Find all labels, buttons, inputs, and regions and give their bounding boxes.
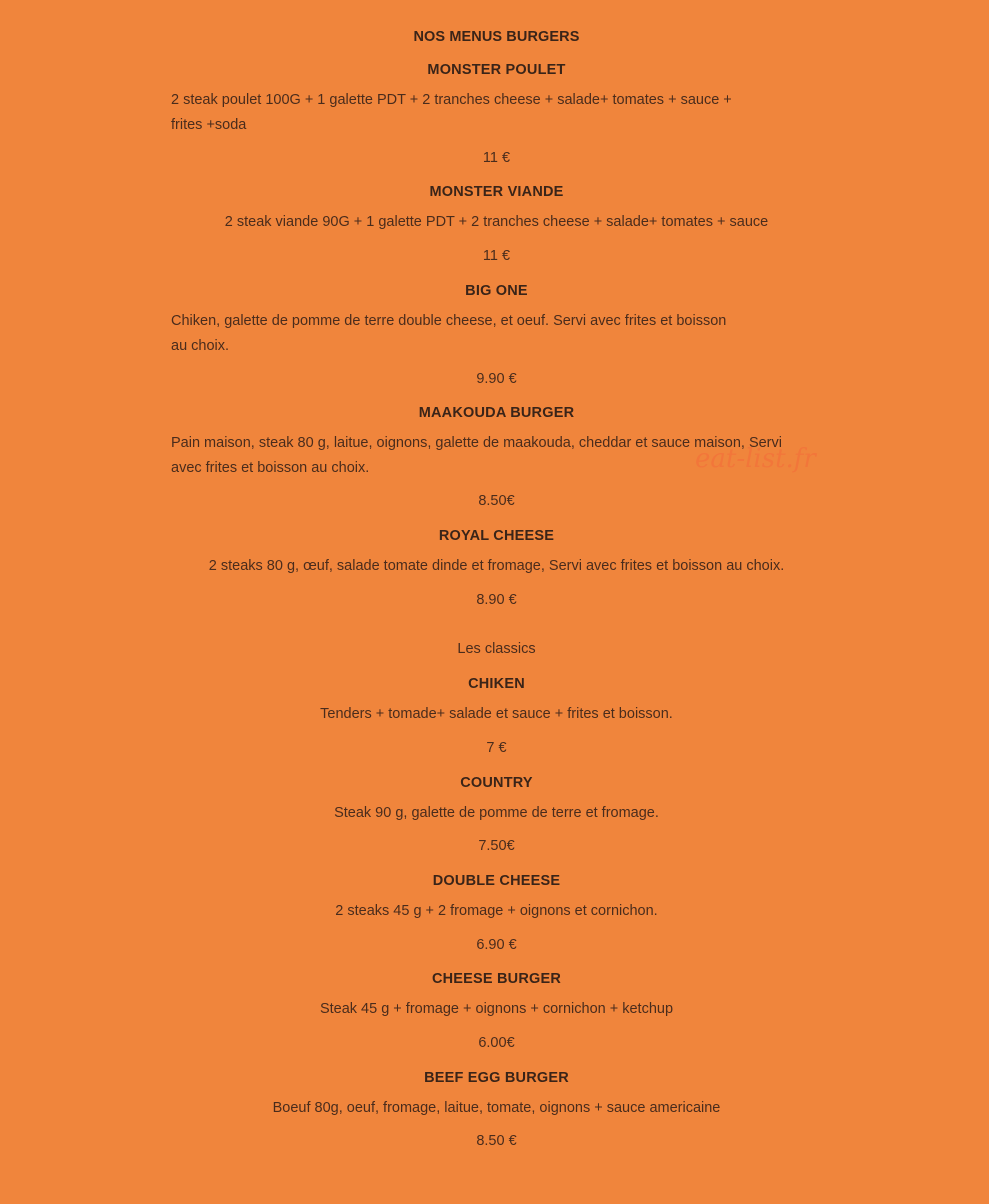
menu-item-name: MONSTER POULET <box>427 62 566 78</box>
classic-item-name: DOUBLE CHEESE <box>432 873 561 889</box>
menu-section-title: NOS MENUS BURGERS <box>413 29 580 45</box>
menu-item-price: 8.90 € <box>476 592 517 608</box>
classic-item-description: Steak 90 g, galette de pomme de terre et fromage. <box>334 805 659 821</box>
menu-item-price: 11 € <box>482 150 511 166</box>
menu-item-description: 2 steak viande 90G + 1 galette PDT + 2 tranches cheese + salade+ tomates + sauce <box>224 214 769 230</box>
classic-item-price: 6.90 € <box>476 937 517 953</box>
menu-item-description-line: Chiken, galette de pomme de terre double cheese, et oeuf. Servi avec frites et boisson <box>171 313 727 329</box>
classic-item-name: BEEF EGG BURGER <box>424 1070 569 1086</box>
menu-item-description: 2 steaks 80 g, œuf, salade tomate dinde et fromage, Servi avec frites et boisson au choix. <box>208 558 785 574</box>
menu-item-description-line: Pain maison, steak 80 g, laitue, oignons, galette de maakouda, cheddar et sauce maison, Servi <box>171 435 782 451</box>
classic-item-price: 7.50€ <box>478 838 515 854</box>
classics-section-title: Les classics <box>457 641 536 657</box>
menu-item-name: MAAKOUDA BURGER <box>418 405 575 421</box>
classic-item-description: Boeuf 80g, oeuf, fromage, laitue, tomate, oignons + sauce americaine <box>272 1100 721 1116</box>
classic-item-price: 6.00€ <box>478 1035 515 1051</box>
classic-item-name: CHIKEN <box>468 676 525 692</box>
menu-item-description-line: avec frites et boisson au choix. <box>171 460 370 476</box>
menu-item-price: 8.50€ <box>478 493 515 509</box>
menu-item-description-line: frites +soda <box>171 117 247 133</box>
watermark-logo: eat-list.fr <box>695 444 816 474</box>
menu-item-price: 11 € <box>482 248 511 264</box>
menu-item-description-line: au choix. <box>171 338 230 354</box>
menu-item-price: 9.90 € <box>476 371 517 387</box>
classic-item-name: COUNTRY <box>460 775 533 791</box>
menu-item-description-line: 2 steak poulet 100G + 1 galette PDT + 2 tranches cheese + salade+ tomates + sauce + <box>171 92 732 108</box>
menu-item-name: MONSTER VIANDE <box>429 184 564 200</box>
classic-item-price: 7 € <box>486 740 507 756</box>
menu-item-name: ROYAL CHEESE <box>438 528 555 544</box>
classic-item-price: 8.50 € <box>476 1133 517 1149</box>
classic-item-description: Steak 45 g + fromage + oignons + cornichon + ketchup <box>319 1001 674 1017</box>
classic-item-description: Tenders + tomade+ salade et sauce + frites et boisson. <box>320 706 673 722</box>
classic-item-name: CHEESE BURGER <box>431 971 562 987</box>
menu-item-name: BIG ONE <box>465 283 528 299</box>
classic-item-description: 2 steaks 45 g + 2 fromage + oignons et cornichon. <box>335 903 658 919</box>
